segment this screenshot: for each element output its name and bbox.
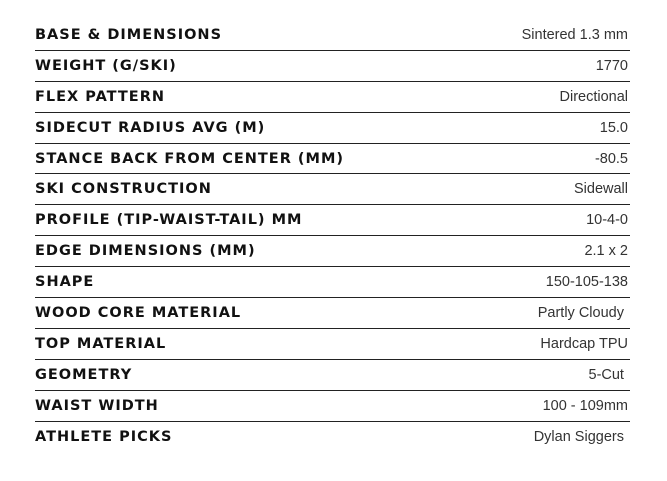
spec-row-shape <box>35 267 630 298</box>
spec-value: 150-105-138 <box>545 274 628 291</box>
spec-label: SKI CONSTRUCTION <box>35 181 212 198</box>
spec-row-sidecut-radius <box>35 113 630 144</box>
spec-value: 5-Cut <box>588 366 628 383</box>
spec-value: 1770 <box>595 57 628 74</box>
spec-value: -80.5 <box>594 150 628 167</box>
spec-value: Hardcap TPU <box>540 335 628 352</box>
spec-row-stance-back <box>35 144 630 175</box>
spec-label: FLEX PATTERN <box>35 88 165 105</box>
spec-label: EDGE DIMENSIONS (MM) <box>35 243 256 260</box>
spec-label: ATHLETE PICKS <box>35 429 173 446</box>
spec-table <box>35 20 630 452</box>
spec-value: 10-4-0 <box>586 212 628 229</box>
spec-label: WOOD CORE MATERIAL <box>35 304 242 321</box>
spec-label: STANCE BACK FROM CENTER (MM) <box>35 150 345 167</box>
spec-value: Sidewall <box>574 181 628 198</box>
spec-label: GEOMETRY <box>35 366 133 383</box>
spec-row-ski-construction <box>35 174 630 205</box>
spec-value: Dylan Siggers <box>533 429 628 446</box>
spec-row-profile <box>35 205 630 236</box>
spec-label: TOP MATERIAL <box>35 335 167 352</box>
spec-row-flex-pattern <box>35 82 630 113</box>
spec-row-edge-dimensions <box>35 236 630 267</box>
spec-label: WAIST WIDTH <box>35 397 159 414</box>
spec-row-base-dimensions <box>35 20 630 51</box>
spec-value: Partly Cloudy <box>537 304 628 321</box>
spec-value: Directional <box>559 88 628 105</box>
spec-row-waist-width <box>35 391 630 422</box>
spec-label: SHAPE <box>35 274 95 291</box>
spec-row-top-material <box>35 329 630 360</box>
spec-value: 100 - 109mm <box>542 397 628 414</box>
spec-label: SIDECUT RADIUS AVG (M) <box>35 119 266 136</box>
spec-row-athlete-picks <box>35 422 630 453</box>
spec-row-geometry <box>35 360 630 391</box>
spec-label: BASE & DIMENSIONS <box>35 26 223 43</box>
spec-row-wood-core <box>35 298 630 329</box>
spec-row-weight <box>35 51 630 82</box>
spec-value: 2.1 x 2 <box>584 243 628 260</box>
spec-value: 15.0 <box>599 119 628 136</box>
spec-value: Sintered 1.3 mm <box>521 26 628 43</box>
spec-label: WEIGHT (G/SKI) <box>35 57 177 74</box>
spec-label: PROFILE (TIP-WAIST-TAIL) MM <box>35 212 303 229</box>
